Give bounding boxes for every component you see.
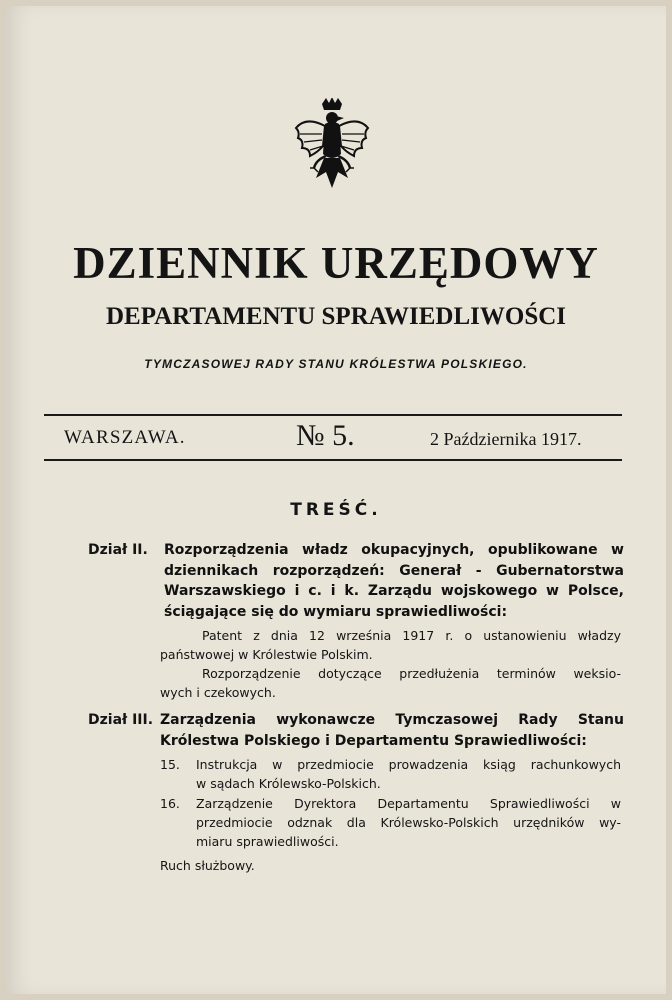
section-title-line: Królestwa Polskiego i Departamentu Sprawiedliwości: <box>160 732 587 749</box>
entry-number: 15. <box>160 757 180 772</box>
entry-number: 16. <box>160 796 180 811</box>
header-rule-bottom <box>44 459 622 461</box>
polish-eagle-emblem <box>292 98 372 196</box>
section-title-line: Rozporządzenia władz okupacyjnych, opublikowane w <box>164 542 624 558</box>
journal-subtitle: DEPARTAMENTU SPRAWIEDLIWOŚCI <box>105 303 567 330</box>
footer-item: Ruch służbowy. <box>160 858 255 873</box>
entry-line: Rozporządzenie dotyczące przedłużenia terminów weksio- <box>202 666 621 681</box>
header-rule-top <box>44 414 622 416</box>
entry-line: Instrukcja w przedmiocie prowadzenia ksiąg rachunkowych <box>196 757 621 772</box>
journal-subsubtitle: TYMCZASOWEJ RADY STANU KRÓLESTWA POLSKIEGO. <box>144 357 528 371</box>
entry-line: miaru sprawiedliwości. <box>196 834 339 849</box>
contents-entry <box>196 794 621 851</box>
contents-entry <box>196 755 621 793</box>
section-label: Dział III. <box>88 712 154 728</box>
contents-entry <box>160 626 621 664</box>
section-title-line: ściągające się do wymiaru sprawiedliwości: <box>164 603 508 620</box>
section-title-line: dziennikach rozporządzeń: Generał - Gubernatorstwa <box>164 562 624 579</box>
entry-line: Zarządzenie Dyrektora Departamentu Sprawiedliwości w <box>196 796 621 811</box>
section-title <box>164 540 624 622</box>
entry-line: Patent z dnia 12 września 1917 r. o ustanowieniu władzy <box>202 628 621 643</box>
section-title <box>160 710 624 751</box>
issue-location: WARSZAWA. <box>64 427 186 448</box>
entry-line: w sądach Królewsko-Polskich. <box>196 776 381 791</box>
journal-title: DZIENNIK URZĘDOWY <box>73 238 599 288</box>
issue-date: 2 Października 1917. <box>430 429 582 449</box>
section-label: Dział II. <box>88 542 148 558</box>
entry-line: państwowej w Królestwie Polskim. <box>160 647 373 662</box>
entry-line: przedmiocie odznak dla Królewsko-Polskich urzędników wy- <box>196 815 621 830</box>
entry-line: wych i czekowych. <box>160 685 276 700</box>
contents-heading: TREŚĆ. <box>290 500 382 520</box>
section-title-line: Warszawskiego i c. i k. Zarządu wojskowego w Polsce, <box>164 583 624 599</box>
contents-entry <box>160 664 621 702</box>
issue-number: № 5. <box>296 419 355 452</box>
section-title-line: Zarządzenia wykonawcze Tymczasowej Rady Stanu <box>160 712 624 728</box>
